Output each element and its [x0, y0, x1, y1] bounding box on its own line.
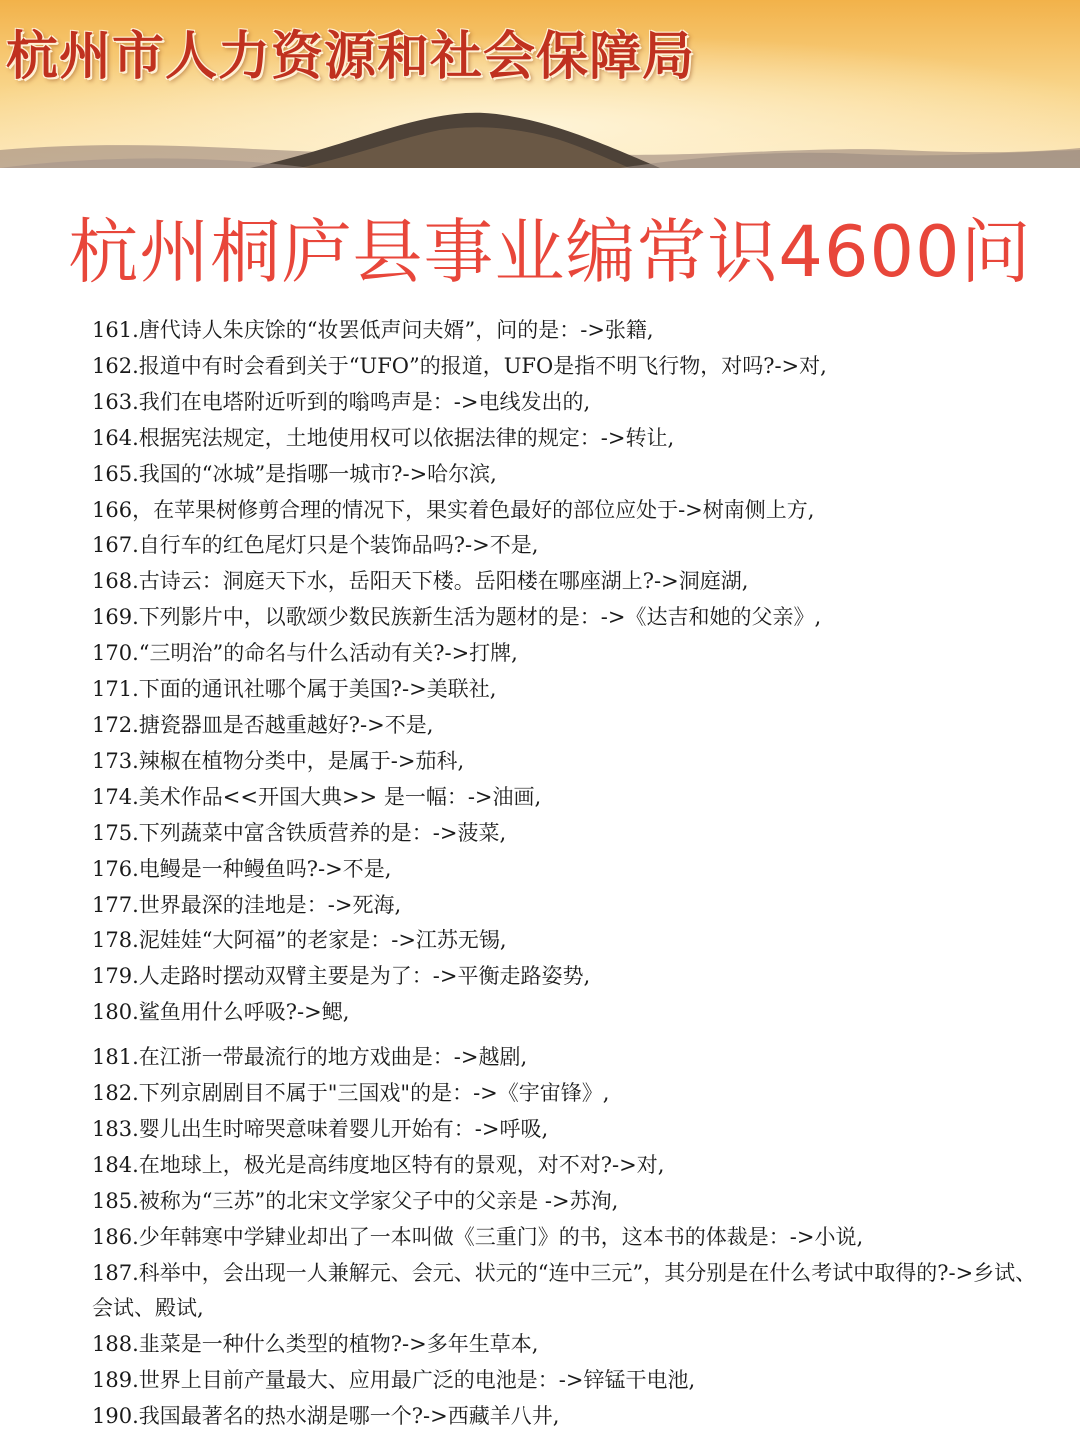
question-item: 161.唐代诗人朱庆馀的“妆罢低声问夫婿”，问的是：->张籍, — [92, 318, 654, 342]
question-item: 190.我国最著名的热水湖是哪一个?->西藏羊八井, — [92, 1404, 560, 1429]
question-list — [92, 313, 1062, 1435]
question-item: 188.韭菜是一种什么类型的植物?->多年生草本, — [92, 1332, 539, 1357]
question-item: 164.根据宪法规定，土地使用权可以依据法律的规定：->转让, — [92, 425, 675, 450]
question-item: 177.世界最深的洼地是：->死海, — [92, 892, 402, 917]
question-item: 167.自行车的红色尾灯只是个装饰品吗?->不是, — [92, 533, 539, 558]
question-item: 187.科举中，会出现一人兼解元、会元、状元的“连中三元”，其分别是在什么考试中取得的?->乡试、会试、殿试, — [92, 1260, 1037, 1321]
header-banner — [0, 0, 1080, 168]
question-item: 165.我国的“冰城”是指哪一城市?->哈尔滨, — [92, 461, 497, 486]
question-item: 176.电鳗是一种鳗鱼吗?->不是, — [92, 856, 392, 881]
question-item: 172.搪瓷器皿是否越重越好?->不是, — [92, 712, 434, 737]
question-item: 182.下列京剧剧目不属于"三国戏"的是：->《宇宙锋》, — [92, 1081, 610, 1106]
question-item: 184.在地球上，极光是高纬度地区特有的景观，对不对?->对, — [92, 1152, 665, 1177]
question-item: 163.我们在电塔附近听到的嗡鸣声是：->电线发出的, — [92, 389, 591, 414]
question-item: 189.世界上目前产量最大、应用最广泛的电池是：->锌锰干电池, — [92, 1368, 696, 1393]
question-item: 169.下列影片中，以歌颂少数民族新生活为题材的是：->《达吉和她的父亲》, — [92, 605, 822, 630]
question-item: 173.辣椒在植物分类中，是属于->茄科, — [92, 748, 465, 773]
question-item: 183.婴儿出生时啼哭意味着婴儿开始有：->呼吸, — [92, 1116, 549, 1141]
question-item: 178.泥娃娃“大阿福”的老家是：->江苏无锡, — [92, 928, 507, 953]
question-item: 179.人走路时摆动双臂主要是为了：->平衡走路姿势, — [92, 964, 591, 989]
question-item: 174.美术作品<<开国大典>> 是一幅：->油画, — [92, 784, 542, 809]
question-item: 180.鲨鱼用什么呼吸?->鳃, — [92, 1000, 350, 1025]
question-item: 181.在江浙一带最流行的地方戏曲是：->越剧, — [92, 1045, 528, 1070]
question-item: 168.古诗云：洞庭天下水，岳阳天下楼。岳阳楼在哪座湖上?->洞庭湖, — [92, 569, 749, 594]
question-item: 170.“三明治”的命名与什么活动有关?->打牌, — [92, 641, 518, 666]
section-gap — [92, 1031, 1062, 1040]
question-item: 175.下列蔬菜中富含铁质营养的是：->菠菜, — [92, 820, 507, 845]
question-item: 166，在苹果树修剪合理的情况下，果实着色最好的部位应处于->树南侧上方, — [92, 497, 815, 522]
question-item: 185.被称为“三苏”的北宋文学家父子中的父亲是 ->苏洵, — [92, 1188, 619, 1213]
document-title: 杭州桐庐县事业编常识4600问 — [68, 211, 1032, 293]
question-item: 186.少年韩寒中学肄业却出了一本叫做《三重门》的书，这本书的体裁是：->小说, — [92, 1224, 864, 1249]
question-item: 162.报道中有时会看到关于“UFO”的报道，UFO是指不明飞行物，对吗?->对, — [92, 353, 827, 378]
question-item: 171.下面的通讯社哪个属于美国?->美联社, — [92, 677, 497, 702]
banner-title: 杭州市人力资源和社会保障局 — [6, 27, 696, 87]
